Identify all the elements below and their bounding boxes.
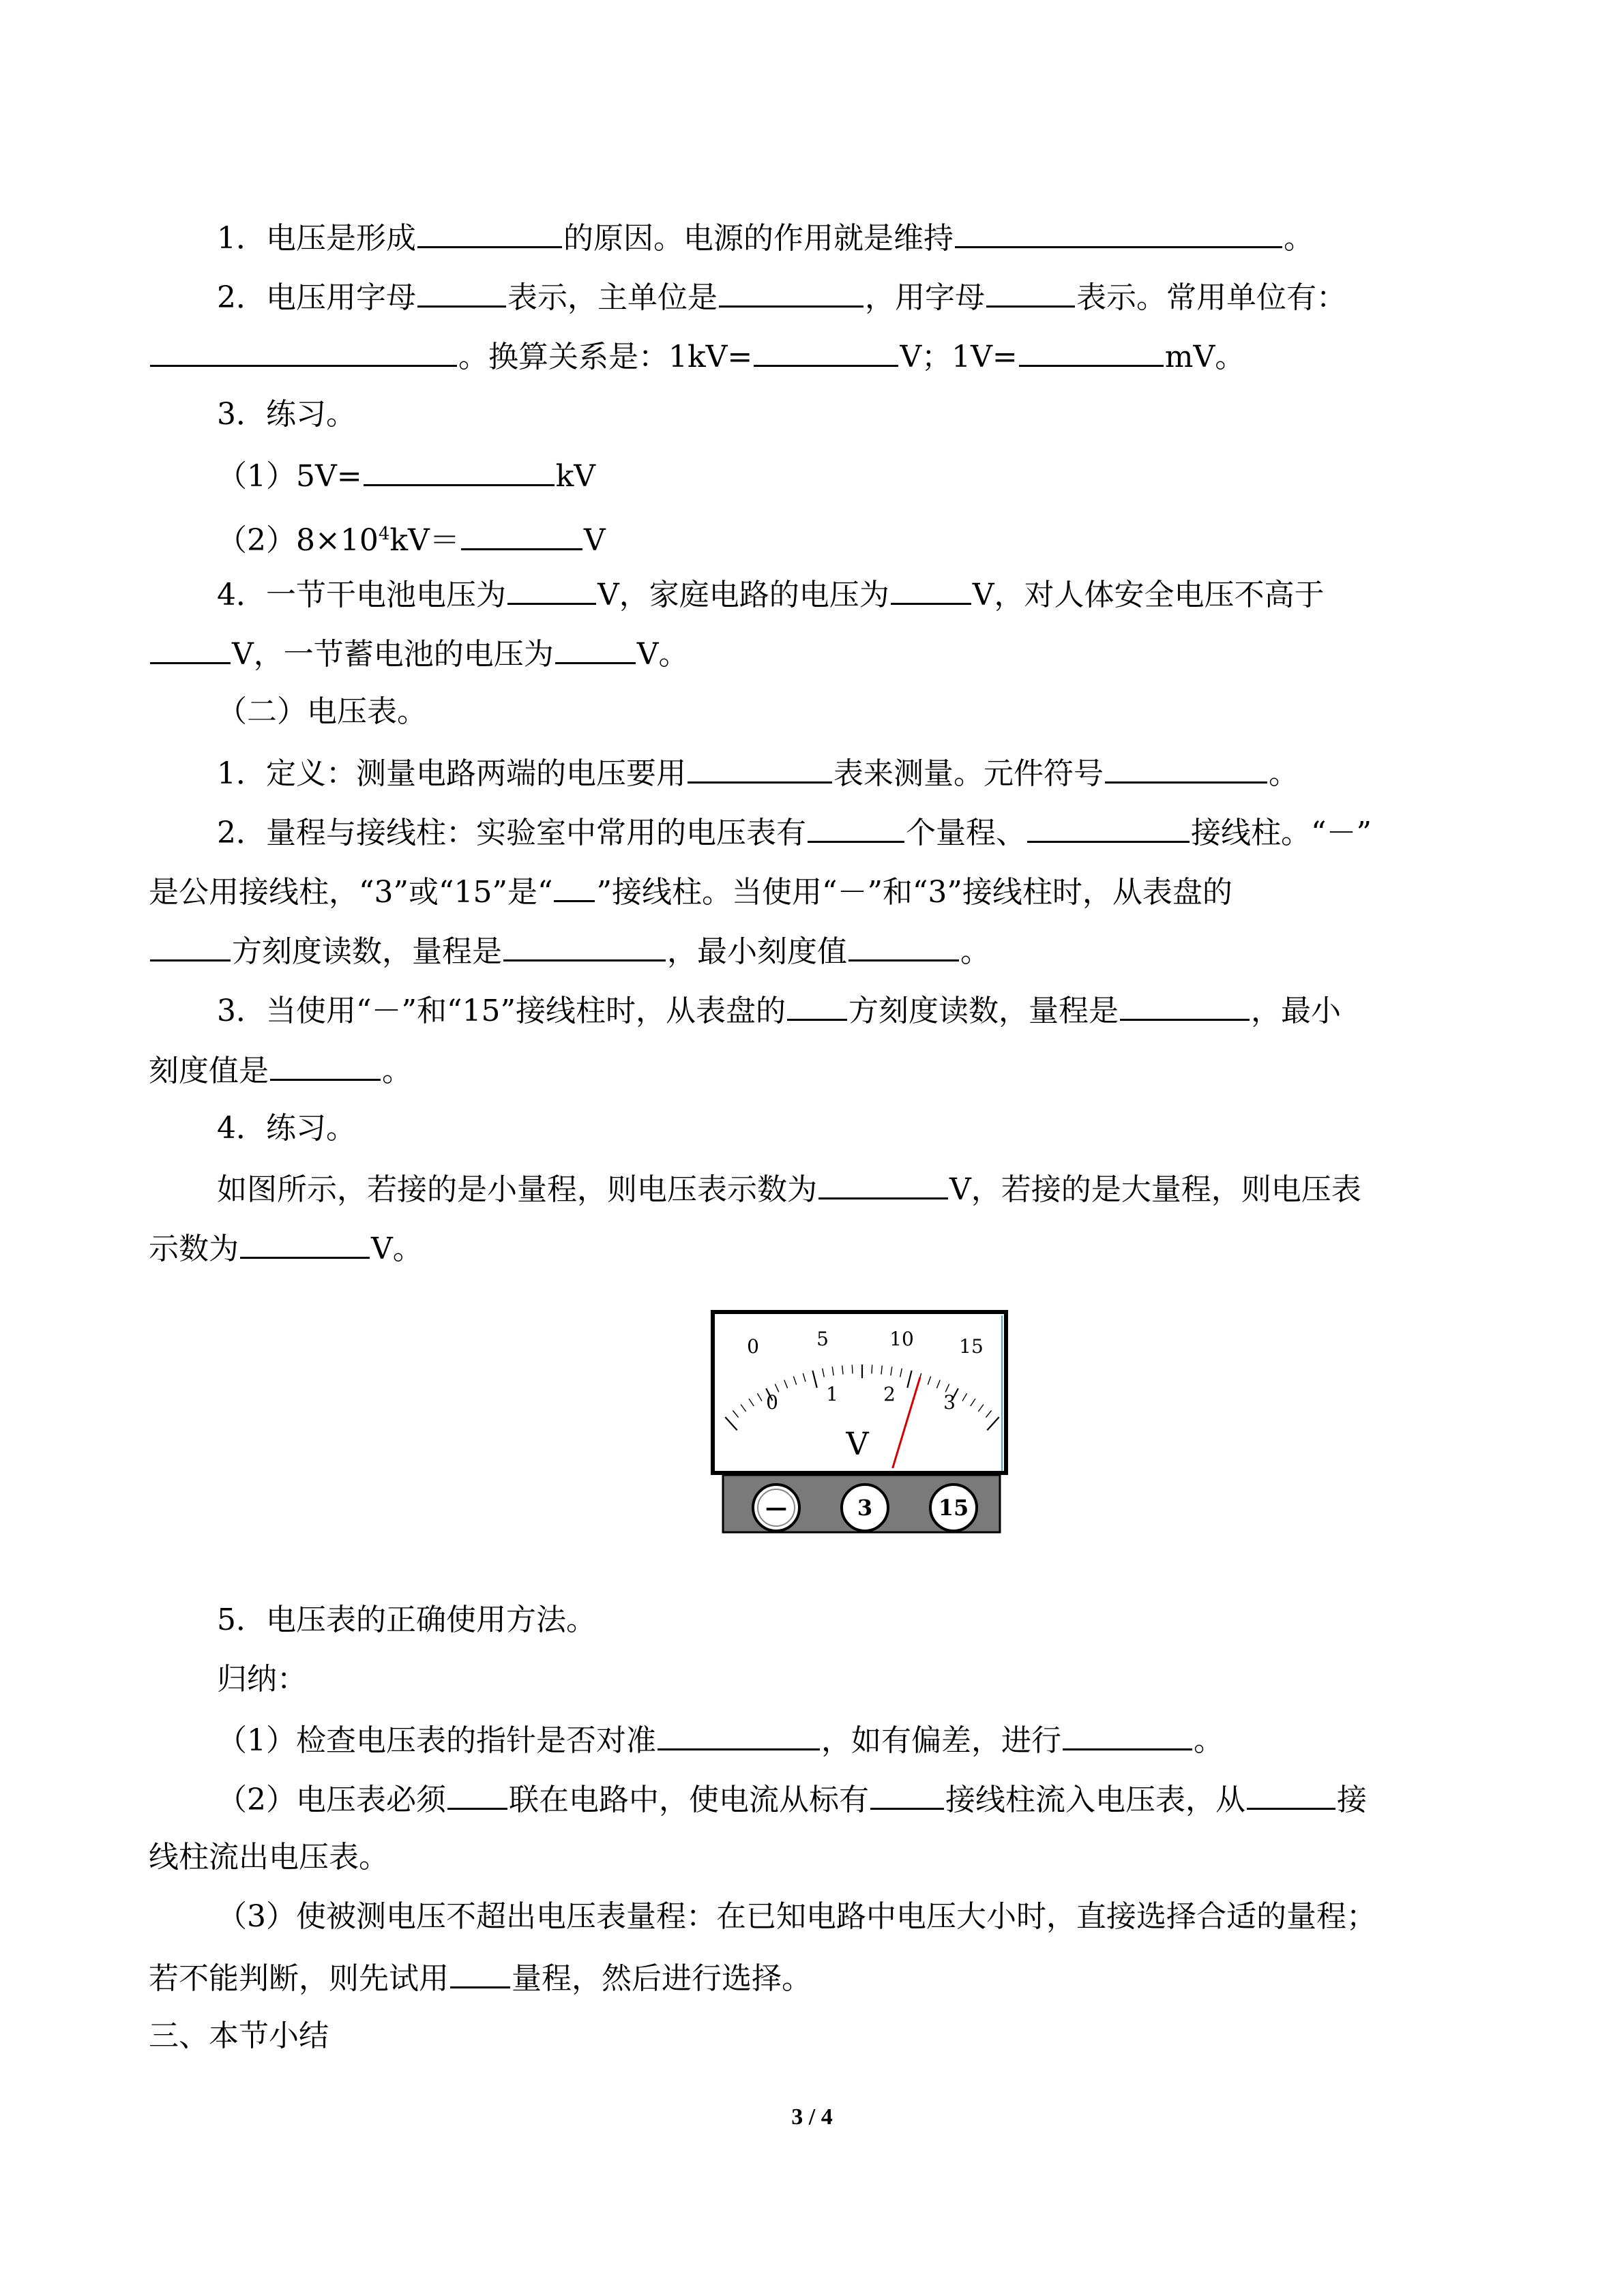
- terminal-label: —: [765, 1495, 787, 1521]
- lower-scale-label: 3: [943, 1391, 956, 1414]
- answer-blank[interactable]: [503, 929, 666, 961]
- answer-blank[interactable]: [1019, 335, 1164, 367]
- text-line: 方刻度读数，量程是 ，最小刻度值 。: [149, 929, 990, 970]
- answer-blank[interactable]: [688, 751, 832, 784]
- answer-blank[interactable]: [658, 1718, 820, 1750]
- answer-blank[interactable]: [818, 1167, 948, 1199]
- text-line: 线柱流出电压表。: [149, 1840, 389, 1875]
- unit-label: V: [846, 1425, 869, 1462]
- answer-blank[interactable]: [808, 811, 904, 843]
- text-line: $(2)8\times 10^4kV= V$: [217, 513, 606, 554]
- answer-blank[interactable]: [1105, 751, 1267, 784]
- answer-blank[interactable]: [450, 1956, 510, 1988]
- text-line: 是公用接线柱，“3”或“15”是“ ”接线柱。当使用“－”和“3”接线柱时，从表盘的: [149, 870, 1232, 911]
- lower-scale-label: 1: [826, 1383, 838, 1405]
- answer-blank[interactable]: [955, 216, 1282, 248]
- text-line: 3．练习。: [217, 397, 356, 432]
- answer-blank[interactable]: [870, 1778, 944, 1810]
- answer-blank[interactable]: [417, 275, 506, 308]
- text-line: 刻度值是 。: [149, 1049, 412, 1090]
- answer-blank[interactable]: [1063, 1718, 1192, 1750]
- answer-blank[interactable]: [150, 632, 231, 664]
- page-number: 3 / 4: [791, 2104, 833, 2130]
- upper-scale-label: 5: [816, 1328, 829, 1350]
- answer-blank[interactable]: [719, 275, 863, 308]
- answer-blank[interactable]: [150, 929, 231, 961]
- answer-blank[interactable]: [447, 1778, 507, 1810]
- answer-blank[interactable]: [555, 632, 636, 664]
- answer-blank[interactable]: [848, 929, 959, 961]
- text-line: 如图所示，若接的是小量程，则电压表示数为 V，若接的是大量程，则电压表: [217, 1167, 1361, 1208]
- answer-blank[interactable]: [986, 275, 1075, 308]
- answer-blank[interactable]: [787, 989, 847, 1021]
- text-line: （2）电压表必须 联在电路中，使电流从标有 接线柱流入电压表，从 接: [217, 1778, 1367, 1819]
- answer-blank[interactable]: [240, 1227, 370, 1259]
- text-line: 2．量程与接线柱：实验室中常用的电压表有 个量程、 接线柱。“－”: [217, 811, 1372, 852]
- answer-blank[interactable]: [461, 518, 582, 550]
- voltmeter-figure: [711, 1310, 1011, 1535]
- answer-blank[interactable]: [754, 335, 898, 367]
- text-line: 若不能判断，则先试用 量程，然后进行选择。: [149, 1956, 812, 1997]
- section-heading: （二）电压表。: [217, 694, 427, 729]
- text-line: 1．电压是形成 的原因。电源的作用就是维持 。: [217, 216, 1314, 257]
- text-line: 2．电压用字母 表示，主单位是 ，用字母 表示。常用单位有：: [217, 275, 1346, 316]
- answer-blank[interactable]: [150, 335, 457, 367]
- section-heading: 三、本节小结: [149, 2018, 329, 2053]
- text-line: （3）使被测电压不超出电压表量程：在已知电路中电压大小时，直接选择合适的量程；: [217, 1899, 1376, 1934]
- text-line: 4．一节干电池电压为 V，家庭电路的电压为 V，对人体安全电压不高于: [217, 573, 1325, 614]
- text-line: 1．定义：测量电路两端的电压要用 表来测量。元件符号 。: [217, 751, 1299, 792]
- upper-scale-label: 0: [747, 1335, 759, 1358]
- upper-scale-label: 10: [889, 1328, 914, 1350]
- answer-blank[interactable]: [554, 870, 595, 902]
- terminal-label: 15: [938, 1495, 969, 1521]
- terminal-label: 3: [857, 1495, 873, 1521]
- text-line: 3．当使用“－”和“15”接线柱时，从表盘的 方刻度读数，量程是 ，最小: [217, 989, 1341, 1030]
- answer-blank[interactable]: [1027, 811, 1190, 843]
- text-line: 。换算关系是：1kV= V；1V= mV。: [149, 335, 1245, 376]
- answer-blank[interactable]: [270, 1049, 381, 1081]
- scale-tick: [852, 1365, 853, 1373]
- lower-scale-label: 0: [766, 1391, 778, 1414]
- text-line: 示数为 V。: [149, 1227, 423, 1268]
- answer-blank[interactable]: [891, 573, 971, 605]
- answer-blank[interactable]: [1247, 1778, 1335, 1810]
- answer-blank[interactable]: [417, 216, 562, 248]
- lower-scale-label: 2: [883, 1383, 896, 1405]
- text-line: 5．电压表的正确使用方法。: [217, 1602, 596, 1637]
- answer-blank[interactable]: [1120, 989, 1250, 1021]
- upper-scale-label: 15: [959, 1335, 984, 1358]
- text-line: V，一节蓄电池的电压为 V。: [149, 632, 689, 673]
- text-line: 4．练习。: [217, 1111, 356, 1146]
- text-line: 归纳：: [217, 1662, 307, 1697]
- answer-blank[interactable]: [364, 454, 555, 486]
- text-line: （1）5V= kV: [217, 454, 595, 495]
- text-line: （1）检查电压表的指针是否对准 ，如有偏差，进行 。: [217, 1718, 1224, 1759]
- answer-blank[interactable]: [507, 573, 596, 605]
